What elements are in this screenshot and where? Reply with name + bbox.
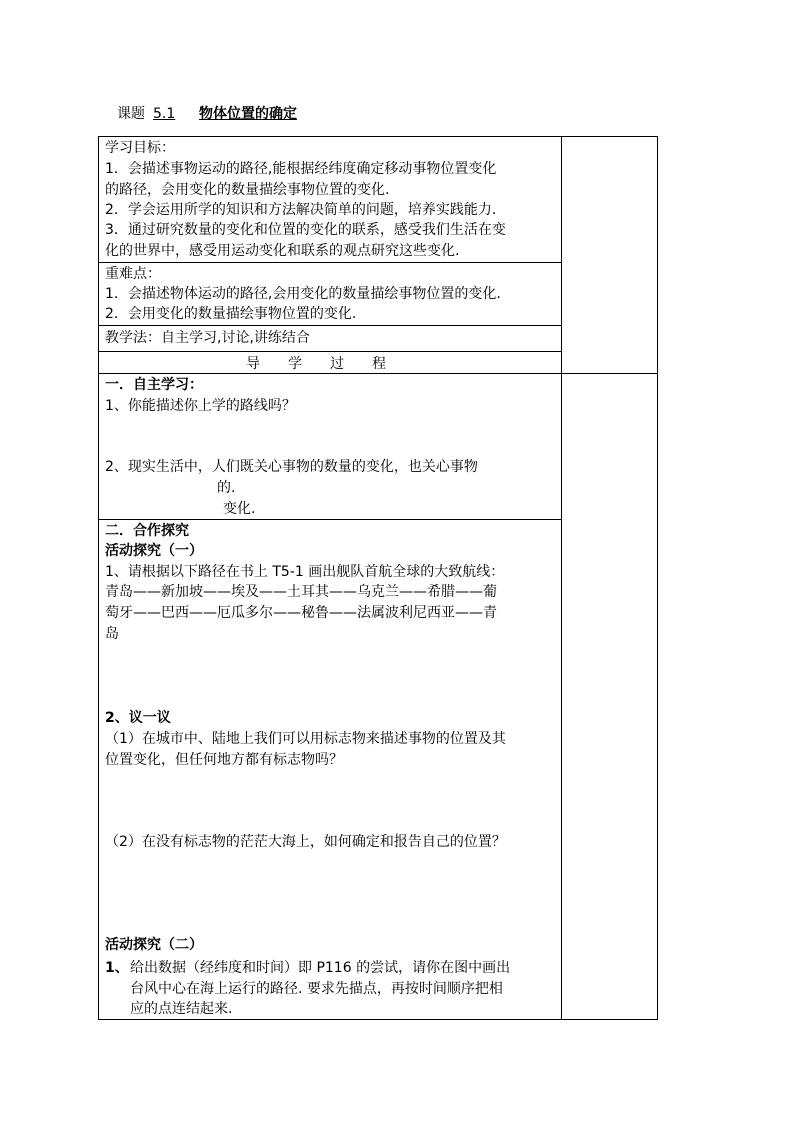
activity1-line: 萄牙——巴西——厄瓜多尔——秘鲁——法属波利尼西亚——青: [105, 605, 497, 621]
self-study-q2-line1: 2、现实生活中，人们既关心事物的数量的变化，也关心事物: [105, 459, 478, 475]
activity2-number: 1、: [105, 960, 129, 976]
row-divider: [98, 373, 658, 374]
self-study-q2-suffix: 变化.: [223, 501, 256, 517]
notes-column-divider: [561, 136, 562, 1020]
objectives-title: 学习目标：: [105, 140, 175, 156]
objective-line: 1．会描述事物运动的路径,能根据经纬度确定移动事物位置变化: [105, 161, 497, 177]
key-point-line: 2．会用变化的数量描绘事物位置的变化.: [105, 306, 357, 322]
self-study-q2-line2: 的.: [217, 480, 236, 496]
objective-line: 2．学会运用所学的知识和方法解决简单的问题，培养实践能力.: [105, 202, 497, 218]
discuss-title: 2、议一议: [105, 710, 171, 726]
discuss-q1-line1: （1）在城市中、陆地上我们可以用标志物来描述事物的位置及其: [105, 731, 506, 747]
discuss-q1-line2: 位置变化，但任何地方都有标志物吗？: [105, 752, 343, 768]
self-study-q2-line3: [105, 499, 255, 520]
cooperation-title: 二．合作探究: [105, 523, 189, 539]
discuss-q2: （2）在没有标志物的茫茫大海上，如何确定和报告自己的位置？: [105, 834, 506, 850]
lesson-title: [117, 104, 297, 124]
activity1-title: 活动探究（一）: [105, 543, 203, 559]
activity2-line: 给出数据（经纬度和时间）即 P116 的尝试，请你在图中画出: [130, 960, 511, 976]
lesson-label: 课题: [117, 106, 145, 122]
self-study-title: 一．自主学习：: [105, 377, 203, 393]
key-point-line: 1．会描述物体运动的路径,会用变化的数量描绘事物位置的变化.: [105, 286, 501, 302]
key-points-title: 重难点：: [105, 266, 161, 282]
activity1-line: 1、请根据以下路径在书上 T5-1 画出舰队首航全球的大致航线：: [105, 564, 505, 580]
activity2-title: 活动探究（二）: [105, 937, 203, 953]
row-divider: [98, 325, 561, 326]
activity2-line: 台风中心在海上运行的路径. 要求先描点，再按时间顺序把相: [130, 981, 503, 997]
objective-line: 化的世界中，感受用运动变化和联系的观点研究这些变化.: [105, 243, 460, 259]
activity1-line: 岛: [105, 626, 119, 642]
lesson-name: 物体位置的确定: [199, 106, 297, 122]
self-study-q1: 1、你能描述你上学的路线吗？: [105, 398, 296, 414]
lesson-code: 5.1: [153, 106, 176, 122]
row-divider: [98, 262, 561, 263]
activity2-line: 应的点连结起来.: [130, 1001, 233, 1017]
process-header: 导学过程: [246, 355, 414, 372]
objective-line: 3．通过研究数量的变化和位置的变化的联系，感受我们生活在变: [105, 222, 506, 238]
teaching-method: 教学法：自主学习,讨论,讲练结合: [105, 330, 310, 346]
fill-in-blank[interactable]: [105, 504, 217, 520]
activity1-line: 青岛——新加坡——埃及——土耳其——乌克兰——希腊——葡: [105, 584, 497, 600]
objective-line: 的路径，会用变化的数量描绘事物位置的变化.: [105, 182, 390, 198]
